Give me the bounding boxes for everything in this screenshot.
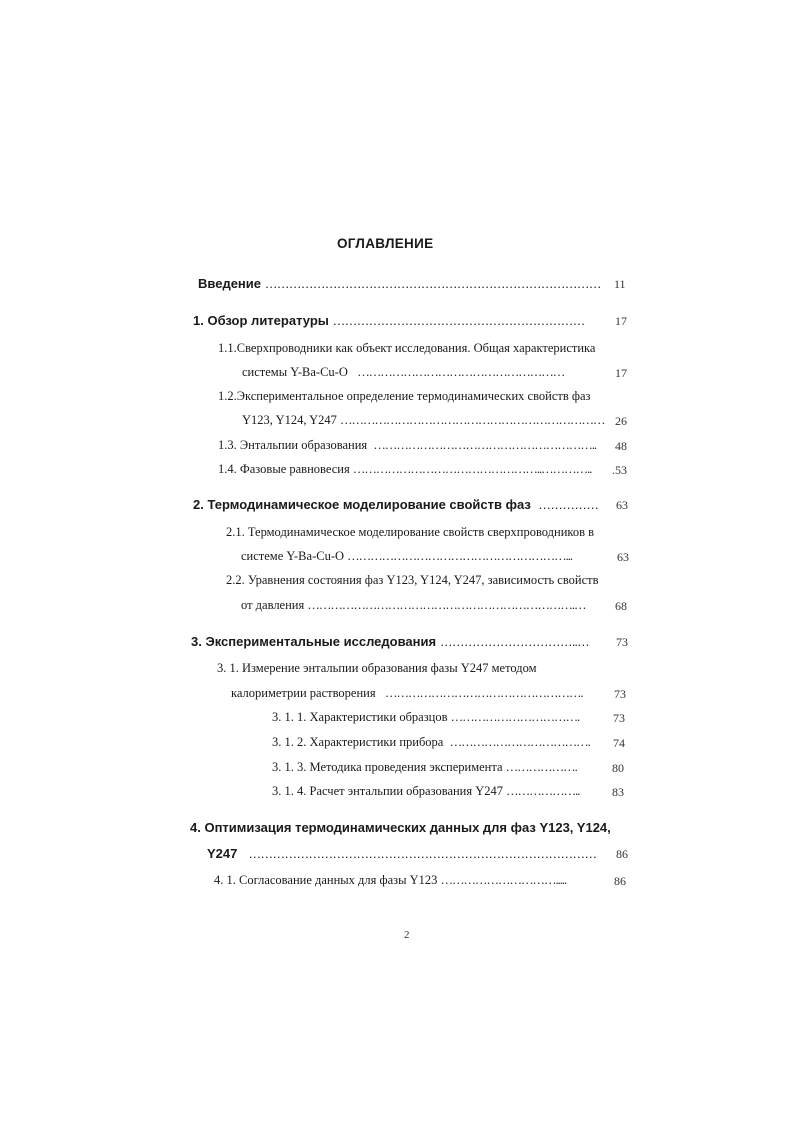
toc-entry-2-1-cont: системе Y-Ba-Cu-O …………………………………………………... xyxy=(241,549,573,563)
toc-page-number: 73 xyxy=(613,711,625,725)
toc-entry-introduction: Введение ………………………………………………………………………… xyxy=(198,276,601,291)
toc-page-number: 48 xyxy=(615,439,627,453)
toc-entry-2-1: 2.1. Термодинамическое моделирование свойств сверхпроводников в xyxy=(226,525,595,539)
toc-page-number: 73 xyxy=(616,635,628,649)
toc-entry-3-1-1: 3. 1. 1. Характеристики образцов ……………………………. xyxy=(272,710,580,724)
toc-page-number: .53 xyxy=(612,463,627,477)
toc-entry-1-1-cont: системы Y-Ba-Cu-O ……………………………………………… xyxy=(242,365,565,379)
toc-title: ОГЛАВЛЕНИЕ xyxy=(337,236,434,251)
toc-entry-chapter-1: 1. Обзор литературы ……………………………………………………… xyxy=(193,313,585,328)
toc-entry-chapter-3: 3. Экспериментальные исследования ……………………………..… xyxy=(191,634,589,649)
toc-page-number: 17 xyxy=(615,366,627,380)
toc-entry-1-1: 1.1.Сверхпроводники как объект исследования. Общая характеристика xyxy=(218,341,596,355)
toc-page-number: 73 xyxy=(614,687,626,701)
toc-entry-2-2: 2.2. Уравнения состояния фаз Y123, Y124, Y247, зависимость свойств xyxy=(226,573,599,587)
toc-entry-3-1-4: 3. 1. 4. Расчет энтальпии образования Y247 ……………….. xyxy=(272,784,580,798)
toc-entry-1-2: 1.2.Экспериментальное определение термодинамических свойств фаз xyxy=(218,389,591,403)
toc-entry-chapter-2: 2. Термодинамическое моделирование свойств фаз …………… xyxy=(193,497,599,512)
toc-page-number: 74 xyxy=(613,736,625,750)
toc-entry-1-3: 1.3. Энтальпии образования ………………………………………………….. xyxy=(218,438,597,452)
toc-page-number: 11 xyxy=(614,277,626,291)
toc-entry-chapter-4-cont: Y247 …………………………………………………………………………… xyxy=(207,846,597,861)
toc-page-number: 86 xyxy=(616,847,628,861)
toc-entry-chapter-4: 4. Оптимизация термодинамических данных для фаз Y123, Y124, xyxy=(190,820,611,835)
toc-page-number: 80 xyxy=(612,761,624,775)
toc-entry-3-1: 3. 1. Измерение энтальпии образования фазы Y247 методом xyxy=(217,661,537,675)
toc-page-number: 63 xyxy=(616,498,628,512)
toc-page-number: 26 xyxy=(615,414,627,428)
toc-page-number: 83 xyxy=(612,785,624,799)
page-number: 2 xyxy=(404,929,410,941)
toc-page-number: 86 xyxy=(614,874,626,888)
toc-entry-3-1-cont: калориметрии растворения ……………………………………………. xyxy=(231,686,583,700)
toc-entry-4-1: 4. 1. Согласование данных для фазы Y123 …………………………..... xyxy=(214,873,567,887)
toc-entry-1-2-cont: Y123, Y124, Y247 …………………………………………………………… xyxy=(242,413,605,427)
toc-entry-3-1-2: 3. 1. 2. Характеристики прибора ………………………………. xyxy=(272,735,590,749)
toc-page-number: 63 xyxy=(617,550,629,564)
toc-page-number: 17 xyxy=(615,314,627,328)
toc-entry-3-1-3: 3. 1. 3. Методика проведения эксперимента ………………. xyxy=(272,760,577,774)
toc-page-number: 68 xyxy=(615,599,627,613)
toc-entry-2-2-cont: от давления …………………………………………………………….… xyxy=(241,598,586,612)
toc-entry-1-4: 1.4. Фазовые равновесия …………………………………………..………….. xyxy=(218,462,592,476)
